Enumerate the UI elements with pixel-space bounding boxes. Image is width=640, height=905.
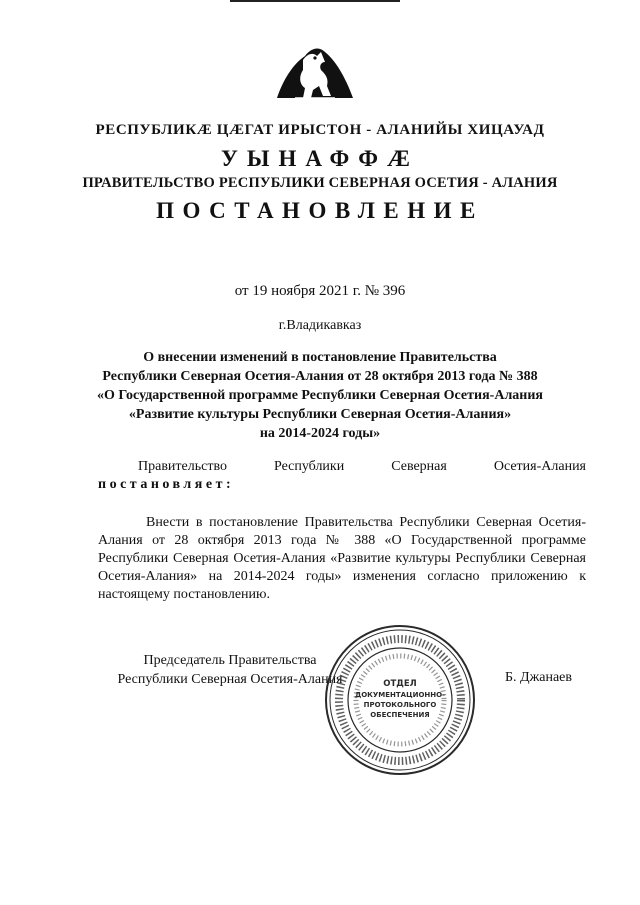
decree-word: Правительство xyxy=(138,459,227,474)
stamp-text-line: ПРОТОКОЛЬНОГО xyxy=(363,701,437,709)
decree-word: Северная xyxy=(391,459,447,474)
official-stamp xyxy=(323,623,477,777)
title-line: «О Государственной программе Республики Северная Осетия-Алания xyxy=(96,388,544,403)
document-date-number: от 19 ноября 2021 г. № 396 xyxy=(234,283,406,299)
coat-of-arms-icon xyxy=(273,40,357,108)
decree-clause xyxy=(98,458,586,494)
document-title xyxy=(60,348,580,443)
signatory-position xyxy=(105,651,355,689)
header-ossetian-resolution: УЫНАФФÆ xyxy=(220,146,420,171)
header-resolution: ПОСТАНОВЛЕНИЕ xyxy=(156,198,484,223)
signatory-position-line: Республики Северная Осетия-Алания xyxy=(117,672,343,687)
stamp-text-line: ОБЕСПЕЧЕНИЯ xyxy=(370,711,430,719)
top-rule xyxy=(230,0,400,2)
header-ossetian-republic: РЕСПУБЛИКÆ ЦÆГАТ ИРЫСТОН - АЛАНИЙЫ ХИЦАУАД xyxy=(95,122,545,138)
header-government: ПРАВИТЕЛЬСТВО РЕСПУБЛИКИ СЕВЕРНАЯ ОСЕТИЯ - АЛАНИЯ xyxy=(82,175,558,191)
title-line: Республики Северная Осетия-Алания от 28 октября 2013 года № 388 xyxy=(102,369,538,384)
document-city: г.Владикавказ xyxy=(278,318,362,333)
decree-word: Республики xyxy=(273,459,345,474)
signatory-position-line: Председатель Правительства xyxy=(143,653,317,668)
stamp-text-line: ДОКУМЕНТАЦИОННО- xyxy=(355,691,445,699)
title-line: О внесении изменений в постановление Правительства xyxy=(143,350,497,365)
decree-word: Осетия-Алания xyxy=(493,459,586,474)
decree-verb: постановляет: xyxy=(98,477,235,492)
stamp-text-line: ОТДЕЛ xyxy=(383,679,417,689)
title-line: на 2014-2024 годы» xyxy=(259,426,381,441)
signatory-name: Б. Джанаев xyxy=(505,670,573,685)
document-body: Внести в постановление Правительства Республики Северная Осетия-Алания от 28 октября 2013 года № 388 «О Государственной программе Республики Северная Осетия-Алания «Развитие культуры Республики Северная Осетия-Алания» на 2014-2024 годы» изменения согласно приложению к настоящему постановлению. xyxy=(98,515,586,602)
title-line: «Развитие культуры Республики Северная Осетия-Алания» xyxy=(128,407,512,422)
